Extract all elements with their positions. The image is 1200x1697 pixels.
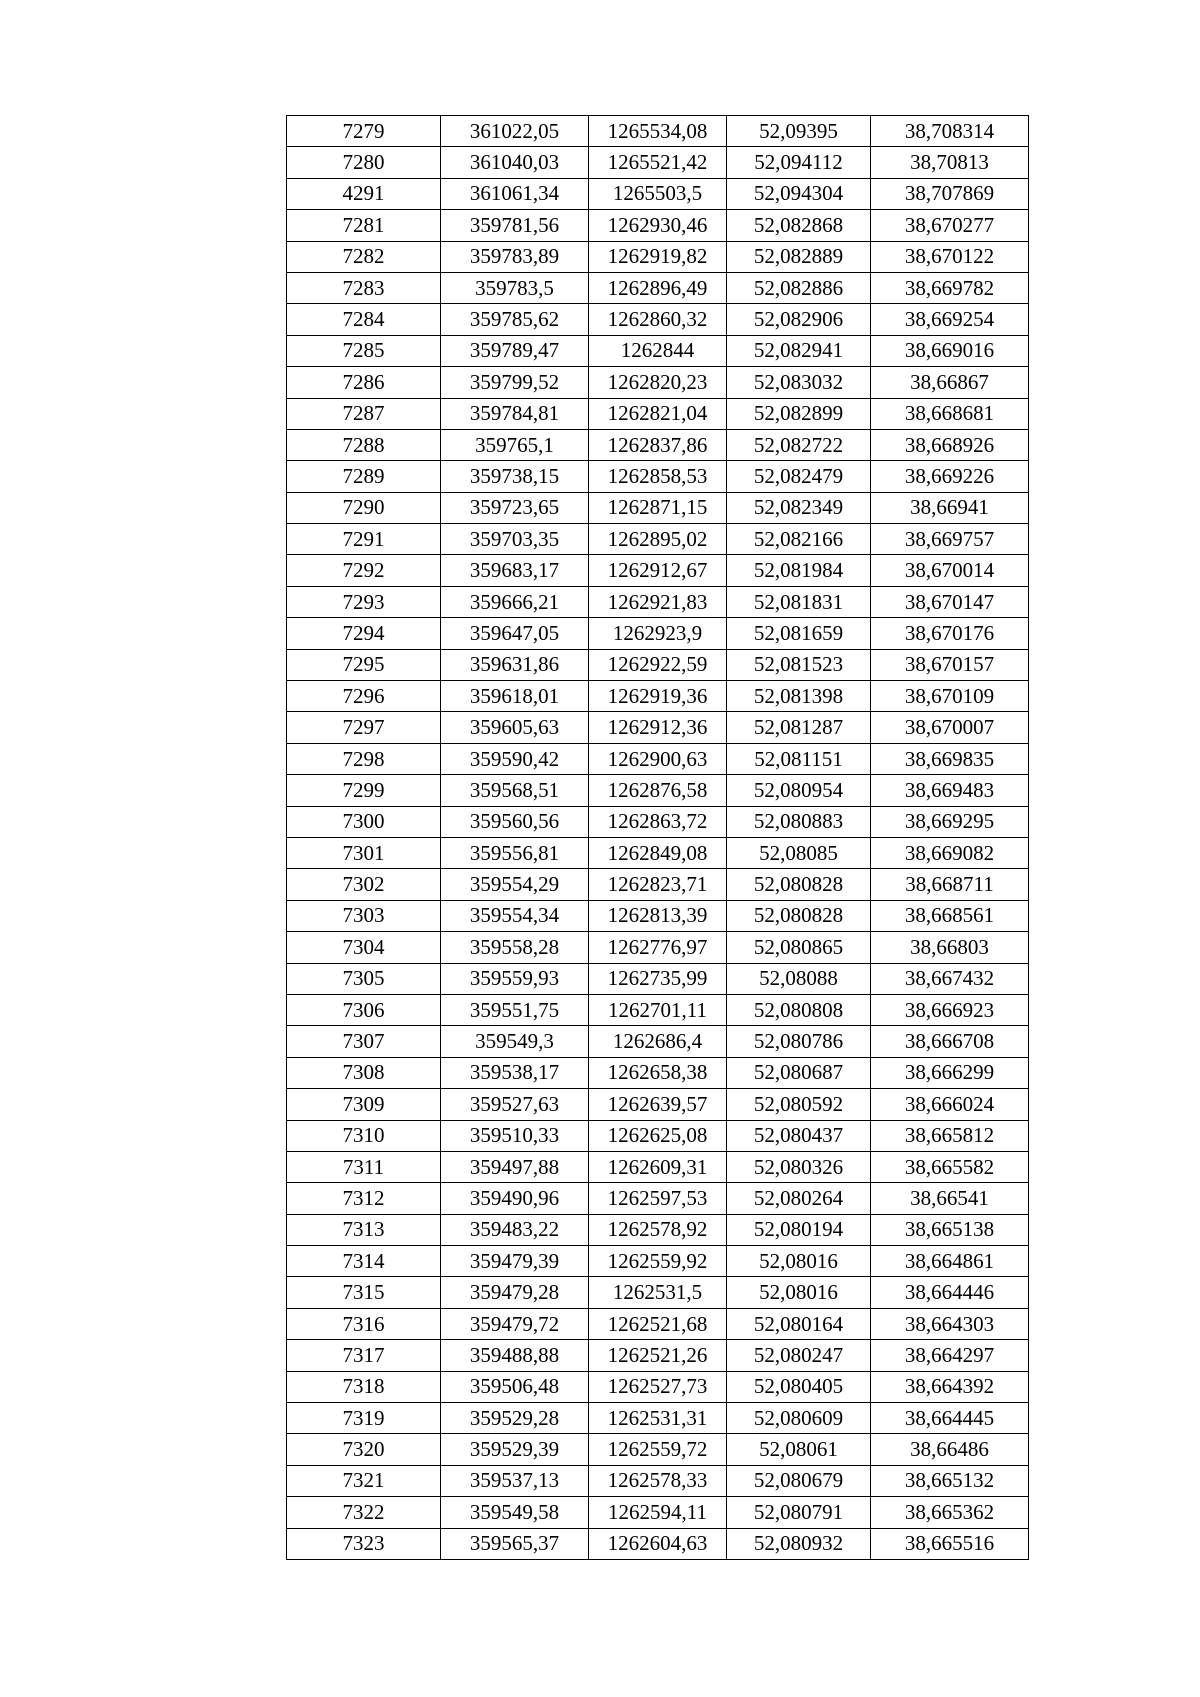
longitude-cell: 38,664446 [871,1277,1029,1308]
longitude-cell: 38,664445 [871,1403,1029,1434]
table-row [287,743,1029,774]
longitude-cell: 38,670014 [871,555,1029,586]
longitude-cell: 38,665516 [871,1528,1029,1559]
latitude-cell: 52,080883 [727,806,871,837]
latitude-cell: 52,081831 [727,586,871,617]
y-coordinate-cell: 1262625,08 [589,1120,727,1151]
x-coordinate-cell: 359631,86 [441,649,589,680]
longitude-cell: 38,664861 [871,1246,1029,1277]
table-row [287,837,1029,868]
latitude-cell: 52,08088 [727,963,871,994]
longitude-cell: 38,668711 [871,869,1029,900]
latitude-cell: 52,080264 [727,1183,871,1214]
point-number-cell: 7315 [287,1277,441,1308]
y-coordinate-cell: 1262895,02 [589,524,727,555]
latitude-cell: 52,082868 [727,210,871,241]
point-number-cell: 7303 [287,900,441,931]
latitude-cell: 52,080786 [727,1026,871,1057]
longitude-cell: 38,669782 [871,272,1029,303]
latitude-cell: 52,082941 [727,335,871,366]
point-number-cell: 7290 [287,492,441,523]
table-row [287,1308,1029,1339]
x-coordinate-cell: 359783,5 [441,272,589,303]
y-coordinate-cell: 1262919,82 [589,241,727,272]
y-coordinate-cell: 1262930,46 [589,210,727,241]
y-coordinate-cell: 1262578,92 [589,1214,727,1245]
x-coordinate-cell: 359618,01 [441,681,589,712]
longitude-cell: 38,66486 [871,1434,1029,1465]
point-number-cell: 7286 [287,367,441,398]
table-row [287,775,1029,806]
x-coordinate-cell: 359799,52 [441,367,589,398]
table-row [287,1120,1029,1151]
x-coordinate-cell: 359784,81 [441,398,589,429]
point-number-cell: 7319 [287,1403,441,1434]
x-coordinate-cell: 359565,37 [441,1528,589,1559]
y-coordinate-cell: 1262639,57 [589,1089,727,1120]
latitude-cell: 52,080194 [727,1214,871,1245]
table-row [287,1340,1029,1371]
y-coordinate-cell: 1265503,5 [589,178,727,209]
x-coordinate-cell: 359479,28 [441,1277,589,1308]
longitude-cell: 38,666024 [871,1089,1029,1120]
table-row [287,210,1029,241]
table-row [287,806,1029,837]
y-coordinate-cell: 1262531,31 [589,1403,727,1434]
longitude-cell: 38,666923 [871,994,1029,1025]
x-coordinate-cell: 359738,15 [441,461,589,492]
coordinates-table-body [287,116,1029,1560]
point-number-cell: 7289 [287,461,441,492]
longitude-cell: 38,66541 [871,1183,1029,1214]
x-coordinate-cell: 359488,88 [441,1340,589,1371]
table-row [287,649,1029,680]
longitude-cell: 38,665138 [871,1214,1029,1245]
x-coordinate-cell: 359538,17 [441,1057,589,1088]
x-coordinate-cell: 359765,1 [441,429,589,460]
table-row [287,461,1029,492]
table-row [287,1434,1029,1465]
point-number-cell: 7294 [287,618,441,649]
point-number-cell: 7312 [287,1183,441,1214]
table-row [287,994,1029,1025]
y-coordinate-cell: 1262844 [589,335,727,366]
latitude-cell: 52,081659 [727,618,871,649]
latitude-cell: 52,080437 [727,1120,871,1151]
x-coordinate-cell: 359683,17 [441,555,589,586]
x-coordinate-cell: 359703,35 [441,524,589,555]
longitude-cell: 38,666299 [871,1057,1029,1088]
x-coordinate-cell: 359549,58 [441,1497,589,1528]
point-number-cell: 7283 [287,272,441,303]
latitude-cell: 52,080679 [727,1465,871,1496]
latitude-cell: 52,080791 [727,1497,871,1528]
table-row [287,1371,1029,1402]
point-number-cell: 7311 [287,1151,441,1182]
table-row [287,429,1029,460]
y-coordinate-cell: 1262849,08 [589,837,727,868]
latitude-cell: 52,09395 [727,116,871,147]
longitude-cell: 38,669016 [871,335,1029,366]
point-number-cell: 7296 [287,681,441,712]
x-coordinate-cell: 359568,51 [441,775,589,806]
x-coordinate-cell: 359554,29 [441,869,589,900]
longitude-cell: 38,669082 [871,837,1029,868]
coordinates-table [286,115,1029,1560]
y-coordinate-cell: 1262923,9 [589,618,727,649]
latitude-cell: 52,080828 [727,900,871,931]
table-row [287,618,1029,649]
y-coordinate-cell: 1262578,33 [589,1465,727,1496]
x-coordinate-cell: 359556,81 [441,837,589,868]
latitude-cell: 52,080609 [727,1403,871,1434]
point-number-cell: 7316 [287,1308,441,1339]
x-coordinate-cell: 359510,33 [441,1120,589,1151]
y-coordinate-cell: 1262521,26 [589,1340,727,1371]
longitude-cell: 38,670277 [871,210,1029,241]
longitude-cell: 38,670007 [871,712,1029,743]
point-number-cell: 7285 [287,335,441,366]
latitude-cell: 52,080592 [727,1089,871,1120]
longitude-cell: 38,665812 [871,1120,1029,1151]
table-row [287,1026,1029,1057]
x-coordinate-cell: 359558,28 [441,932,589,963]
point-number-cell: 4291 [287,178,441,209]
longitude-cell: 38,669835 [871,743,1029,774]
y-coordinate-cell: 1262604,63 [589,1528,727,1559]
x-coordinate-cell: 359605,63 [441,712,589,743]
table-row [287,963,1029,994]
point-number-cell: 7323 [287,1528,441,1559]
latitude-cell: 52,081287 [727,712,871,743]
point-number-cell: 7287 [287,398,441,429]
latitude-cell: 52,082899 [727,398,871,429]
table-row [287,304,1029,335]
table-row [287,241,1029,272]
point-number-cell: 7299 [287,775,441,806]
latitude-cell: 52,082349 [727,492,871,523]
point-number-cell: 7318 [287,1371,441,1402]
y-coordinate-cell: 1262597,53 [589,1183,727,1214]
y-coordinate-cell: 1262776,97 [589,932,727,963]
x-coordinate-cell: 359590,42 [441,743,589,774]
y-coordinate-cell: 1262837,86 [589,429,727,460]
point-number-cell: 7300 [287,806,441,837]
longitude-cell: 38,668561 [871,900,1029,931]
point-number-cell: 7295 [287,649,441,680]
y-coordinate-cell: 1262860,32 [589,304,727,335]
x-coordinate-cell: 359666,21 [441,586,589,617]
x-coordinate-cell: 361022,05 [441,116,589,147]
longitude-cell: 38,667432 [871,963,1029,994]
latitude-cell: 52,082886 [727,272,871,303]
y-coordinate-cell: 1262735,99 [589,963,727,994]
latitude-cell: 52,094112 [727,147,871,178]
table-row [287,869,1029,900]
longitude-cell: 38,669226 [871,461,1029,492]
point-number-cell: 7279 [287,116,441,147]
y-coordinate-cell: 1262823,71 [589,869,727,900]
longitude-cell: 38,664303 [871,1308,1029,1339]
longitude-cell: 38,670109 [871,681,1029,712]
x-coordinate-cell: 359497,88 [441,1151,589,1182]
point-number-cell: 7291 [287,524,441,555]
longitude-cell: 38,707869 [871,178,1029,209]
longitude-cell: 38,665582 [871,1151,1029,1182]
table-row [287,398,1029,429]
point-number-cell: 7320 [287,1434,441,1465]
latitude-cell: 52,094304 [727,178,871,209]
table-row [287,272,1029,303]
longitude-cell: 38,670122 [871,241,1029,272]
longitude-cell: 38,664297 [871,1340,1029,1371]
latitude-cell: 52,082166 [727,524,871,555]
point-number-cell: 7307 [287,1026,441,1057]
longitude-cell: 38,708314 [871,116,1029,147]
latitude-cell: 52,080687 [727,1057,871,1088]
point-number-cell: 7302 [287,869,441,900]
longitude-cell: 38,670176 [871,618,1029,649]
y-coordinate-cell: 1262559,72 [589,1434,727,1465]
longitude-cell: 38,669295 [871,806,1029,837]
longitude-cell: 38,665362 [871,1497,1029,1528]
y-coordinate-cell: 1265534,08 [589,116,727,147]
latitude-cell: 52,082906 [727,304,871,335]
x-coordinate-cell: 359529,39 [441,1434,589,1465]
y-coordinate-cell: 1262609,31 [589,1151,727,1182]
point-number-cell: 7304 [287,932,441,963]
point-number-cell: 7321 [287,1465,441,1496]
y-coordinate-cell: 1262900,63 [589,743,727,774]
y-coordinate-cell: 1262922,59 [589,649,727,680]
longitude-cell: 38,669757 [871,524,1029,555]
table-row [287,116,1029,147]
latitude-cell: 52,081151 [727,743,871,774]
point-number-cell: 7282 [287,241,441,272]
point-number-cell: 7292 [287,555,441,586]
table-row [287,1246,1029,1277]
longitude-cell: 38,665132 [871,1465,1029,1496]
table-row [287,1183,1029,1214]
latitude-cell: 52,080247 [727,1340,871,1371]
y-coordinate-cell: 1262527,73 [589,1371,727,1402]
table-row [287,681,1029,712]
point-number-cell: 7309 [287,1089,441,1120]
latitude-cell: 52,080405 [727,1371,871,1402]
point-number-cell: 7317 [287,1340,441,1371]
y-coordinate-cell: 1262912,36 [589,712,727,743]
latitude-cell: 52,083032 [727,367,871,398]
x-coordinate-cell: 359490,96 [441,1183,589,1214]
x-coordinate-cell: 359551,75 [441,994,589,1025]
y-coordinate-cell: 1262876,58 [589,775,727,806]
point-number-cell: 7313 [287,1214,441,1245]
point-number-cell: 7310 [287,1120,441,1151]
y-coordinate-cell: 1262821,04 [589,398,727,429]
x-coordinate-cell: 361061,34 [441,178,589,209]
point-number-cell: 7293 [287,586,441,617]
table-row [287,147,1029,178]
point-number-cell: 7305 [287,963,441,994]
x-coordinate-cell: 359783,89 [441,241,589,272]
longitude-cell: 38,66867 [871,367,1029,398]
x-coordinate-cell: 359506,48 [441,1371,589,1402]
table-row [287,586,1029,617]
table-row [287,178,1029,209]
x-coordinate-cell: 359549,3 [441,1026,589,1057]
y-coordinate-cell: 1262820,23 [589,367,727,398]
latitude-cell: 52,082479 [727,461,871,492]
point-number-cell: 7308 [287,1057,441,1088]
table-row [287,932,1029,963]
table-row [287,335,1029,366]
x-coordinate-cell: 359479,72 [441,1308,589,1339]
table-row [287,1528,1029,1559]
table-row [287,1151,1029,1182]
latitude-cell: 52,081398 [727,681,871,712]
x-coordinate-cell: 359529,28 [441,1403,589,1434]
longitude-cell: 38,668681 [871,398,1029,429]
x-coordinate-cell: 359527,63 [441,1089,589,1120]
point-number-cell: 7284 [287,304,441,335]
latitude-cell: 52,08085 [727,837,871,868]
x-coordinate-cell: 359723,65 [441,492,589,523]
latitude-cell: 52,080808 [727,994,871,1025]
y-coordinate-cell: 1262521,68 [589,1308,727,1339]
longitude-cell: 38,669483 [871,775,1029,806]
y-coordinate-cell: 1262559,92 [589,1246,727,1277]
x-coordinate-cell: 359479,39 [441,1246,589,1277]
longitude-cell: 38,70813 [871,147,1029,178]
latitude-cell: 52,08016 [727,1246,871,1277]
latitude-cell: 52,082889 [727,241,871,272]
x-coordinate-cell: 359781,56 [441,210,589,241]
longitude-cell: 38,668926 [871,429,1029,460]
x-coordinate-cell: 359537,13 [441,1465,589,1496]
latitude-cell: 52,081984 [727,555,871,586]
latitude-cell: 52,080326 [727,1151,871,1182]
x-coordinate-cell: 359483,22 [441,1214,589,1245]
y-coordinate-cell: 1265521,42 [589,147,727,178]
x-coordinate-cell: 361040,03 [441,147,589,178]
y-coordinate-cell: 1262871,15 [589,492,727,523]
longitude-cell: 38,670147 [871,586,1029,617]
table-row [287,1497,1029,1528]
table-row [287,367,1029,398]
latitude-cell: 52,080932 [727,1528,871,1559]
x-coordinate-cell: 359559,93 [441,963,589,994]
y-coordinate-cell: 1262896,49 [589,272,727,303]
table-row [287,1057,1029,1088]
longitude-cell: 38,66803 [871,932,1029,963]
longitude-cell: 38,670157 [871,649,1029,680]
table-row [287,1089,1029,1120]
table-row [287,712,1029,743]
latitude-cell: 52,080828 [727,869,871,900]
table-row [287,1465,1029,1496]
y-coordinate-cell: 1262686,4 [589,1026,727,1057]
point-number-cell: 7314 [287,1246,441,1277]
table-row [287,524,1029,555]
y-coordinate-cell: 1262912,67 [589,555,727,586]
latitude-cell: 52,08061 [727,1434,871,1465]
x-coordinate-cell: 359560,56 [441,806,589,837]
point-number-cell: 7280 [287,147,441,178]
latitude-cell: 52,080865 [727,932,871,963]
point-number-cell: 7281 [287,210,441,241]
y-coordinate-cell: 1262921,83 [589,586,727,617]
longitude-cell: 38,669254 [871,304,1029,335]
table-row [287,1214,1029,1245]
table-row [287,555,1029,586]
point-number-cell: 7298 [287,743,441,774]
latitude-cell: 52,08016 [727,1277,871,1308]
longitude-cell: 38,66941 [871,492,1029,523]
y-coordinate-cell: 1262658,38 [589,1057,727,1088]
y-coordinate-cell: 1262863,72 [589,806,727,837]
table-row [287,492,1029,523]
point-number-cell: 7306 [287,994,441,1025]
y-coordinate-cell: 1262858,53 [589,461,727,492]
latitude-cell: 52,081523 [727,649,871,680]
point-number-cell: 7322 [287,1497,441,1528]
x-coordinate-cell: 359789,47 [441,335,589,366]
y-coordinate-cell: 1262594,11 [589,1497,727,1528]
longitude-cell: 38,664392 [871,1371,1029,1402]
y-coordinate-cell: 1262531,5 [589,1277,727,1308]
x-coordinate-cell: 359647,05 [441,618,589,649]
latitude-cell: 52,080954 [727,775,871,806]
table-row [287,900,1029,931]
x-coordinate-cell: 359554,34 [441,900,589,931]
longitude-cell: 38,666708 [871,1026,1029,1057]
table-row [287,1277,1029,1308]
latitude-cell: 52,082722 [727,429,871,460]
y-coordinate-cell: 1262919,36 [589,681,727,712]
table-row [287,1403,1029,1434]
point-number-cell: 7297 [287,712,441,743]
y-coordinate-cell: 1262701,11 [589,994,727,1025]
point-number-cell: 7288 [287,429,441,460]
x-coordinate-cell: 359785,62 [441,304,589,335]
y-coordinate-cell: 1262813,39 [589,900,727,931]
point-number-cell: 7301 [287,837,441,868]
latitude-cell: 52,080164 [727,1308,871,1339]
